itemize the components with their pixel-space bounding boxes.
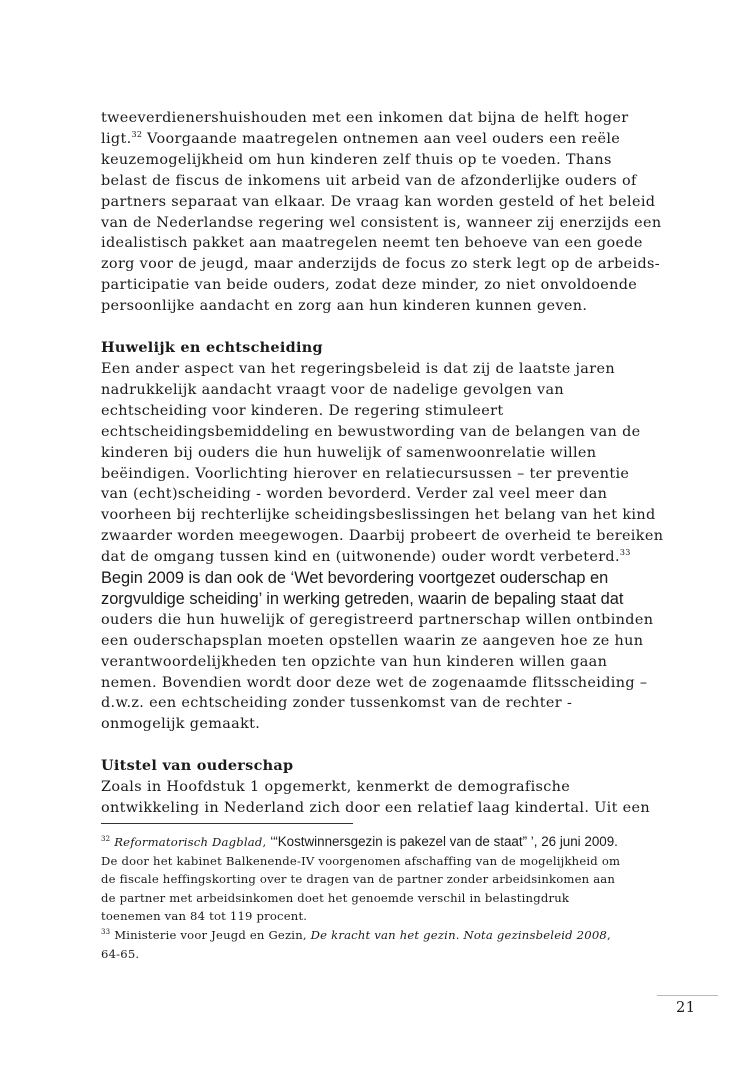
page-number: 21 <box>676 999 696 1016</box>
paragraph-gap <box>101 735 641 756</box>
footnote-33: $^{33}$ Ministerie voor Jeugd en Gezin, De kracht van het gezin. Nota gezinsbeleid 2008, <box>101 927 611 942</box>
paragraph-3 <box>101 777 651 819</box>
footnote-32: $^{32}$ Reformatorisch Dagblad, ‘“Kostwinnersgezin is pakezel van de staat” ’, 26 juni 2009. <box>101 834 618 849</box>
text-line: partners separaat van elkaar. De vraag kan worden gesteld of het beleid <box>101 193 656 210</box>
text-line: persoonlijke aandacht en zorg aan hun kinderen kunnen geven. <box>101 298 588 315</box>
footnote-source: Reformatorisch Dagblad <box>114 835 263 849</box>
text-line: ouders die hun huwelijk of geregistreerd partnerschap willen ontbinden <box>101 611 654 628</box>
footnote-ref-32: 32 <box>131 129 143 139</box>
text-line: keuzemogelijkheid om hun kinderen zelf thuis op te voeden. Thans <box>101 151 612 168</box>
section-heading-uitstel: Uitstel van ouderschap <box>101 757 294 775</box>
text-line: ontwikkeling in Nederland zich door een relatief laag kindertal. Uit een <box>101 800 651 817</box>
footnote-number: 33 <box>101 927 111 936</box>
text-line: belast de fiscus de inkomens uit arbeid van de afzonderlijke ouders of <box>101 172 637 189</box>
paragraph-gap <box>101 317 641 338</box>
text-line: van (echt)scheiding - worden bevorderd. Verder zal veel meer dan <box>101 486 608 503</box>
text-line: onmogelijk gemaakt. <box>101 716 261 733</box>
paragraph-1 <box>101 108 662 317</box>
text-line: idealistisch pakket aan maatregelen neemt ten behoeve van een goede <box>101 235 643 252</box>
footnote-line: toenemen van 84 tot 119 procent. <box>101 909 308 924</box>
footnote-line: de fiscale heffingskorting over te dragen van de partner zonder arbeidsinkomen aan <box>101 872 616 887</box>
page-number-rule <box>657 995 718 996</box>
document-body <box>101 108 664 819</box>
text-line: verantwoordelijkheden ten opzichte van hun kinderen willen gaan <box>101 653 608 670</box>
paragraph-2 <box>101 359 664 735</box>
text-line: zorgvuldige scheiding’ in werking getreden, waarin de bepaling staat dat <box>101 589 624 608</box>
text-line: kinderen bij ouders die hun huwelijk of samenwoonrelatie willen <box>101 444 597 461</box>
footnote-number: 32 <box>101 835 111 843</box>
footnotes <box>101 833 646 963</box>
text-line: voorheen bij rechterlijke scheidingsbeslissingen het belang van het kind <box>101 507 656 524</box>
text-line: zorg voor de jeugd, maar anderzijds de focus zo sterk legt op de arbeids- <box>101 256 660 273</box>
text-line: beëindigen. Voorlichting hierover en relatiecursussen – ter preventie <box>101 465 630 482</box>
text-line: participatie van beide ouders, zodat deze minder, zo niet onvoldoende <box>101 277 638 294</box>
footnote-separator <box>101 823 353 824</box>
text-line: Zoals in Hoofdstuk 1 opgemerkt, kenmerkt de demografische <box>101 779 571 796</box>
footnote-quote: ‘“Kostwinnersgezin is pakezel van de staat” ’, 26 juni 2009 <box>270 834 615 849</box>
text-line: nemen. Bovendien wordt door deze wet de zogenaamde flitsscheiding – <box>101 674 648 691</box>
footnote-line: de partner met arbeidsinkomen doet het genoemde verschil in belastingdruk <box>101 890 570 905</box>
footnote-ref-33: 33 <box>619 548 631 558</box>
text-line: Begin 2009 is dan ook de ‘Wet bevordering voortgezet ouderschap en <box>101 569 609 588</box>
section-heading-huwelijk: Huwelijk en echtscheiding <box>101 339 323 357</box>
text-line: een ouderschapsplan moeten opstellen waarin ze aangeven hoe ze hun <box>101 632 644 649</box>
text-line: echtscheidingsbemiddeling en bewustwording van de belangen van de <box>101 423 641 440</box>
text-line: d.w.z. een echtscheiding zonder tussenkomst van de rechter - <box>101 695 573 712</box>
text-line: van de Nederlandse regering wel consistent is, wanneer zij enerzijds een <box>101 214 662 231</box>
text-line: nadrukkelijk aandacht vraagt voor de nadelige gevolgen van <box>101 381 565 398</box>
footnote-line: De door het kabinet Balkenende-IV voorgenomen afschaffing van de mogelijkheid om <box>101 853 621 868</box>
text-line: echtscheiding voor kinderen. De regering stimuleert <box>101 402 504 419</box>
footnote-line: 64-65. <box>101 946 140 961</box>
text-line: dat de omgang tussen kind en (uitwonende) ouder wordt verbeterd.$^{33}$ <box>101 548 631 566</box>
text-line: zwaarder worden meegewogen. Daarbij probeert de overheid te bereiken <box>101 528 664 545</box>
text-line: ligt.$^{32}$ Voorgaande maatregelen ontnemen aan veel ouders een reële <box>101 129 621 147</box>
text-line: Een ander aspect van het regeringsbeleid is dat zij de laatste jaren <box>101 360 615 377</box>
text-line: tweeverdienershuishouden met een inkomen dat bijna de helft hoger <box>101 110 629 126</box>
footnote-title: De kracht van het gezin. Nota gezinsbeleid 2008 <box>310 927 607 942</box>
